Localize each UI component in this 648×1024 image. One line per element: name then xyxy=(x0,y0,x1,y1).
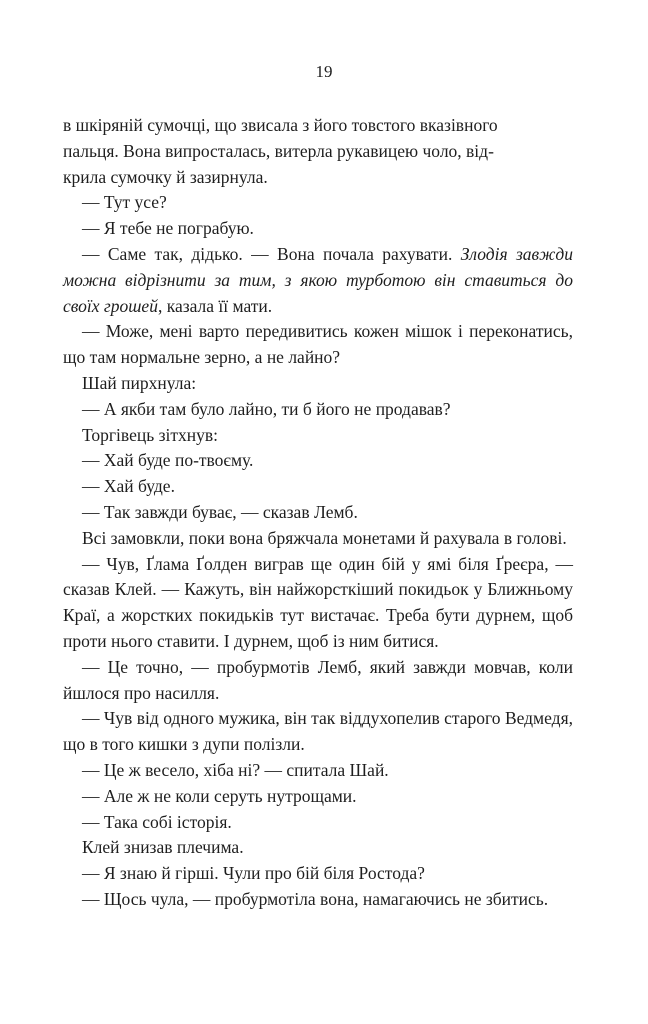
paragraph-12: Всі замовкли, поки вона бряжчала монетами й рахувала в голові. xyxy=(82,527,567,548)
paragraph-9: — Хай буде по-твоєму. xyxy=(82,450,254,471)
paragraph-4 xyxy=(63,242,573,319)
paragraph-8: Торгівець зітхнув: xyxy=(82,424,218,445)
paragraph-3: — Я тебе не пограбую. xyxy=(82,218,254,239)
paragraph-7: — А якби там було лайно, ти б його не продавав? xyxy=(82,398,451,419)
paragraph-4-italic: Злодія завжди можна відрізнити за тим, з якою турботою він ставиться до своїх грошей xyxy=(63,243,574,316)
paragraph-1 xyxy=(63,113,573,190)
paragraph-4-end: , казала її мати. xyxy=(157,295,273,316)
paragraph-10: — Хай буде. xyxy=(82,476,175,497)
paragraph-13: — Чув, Ґлама Ґолден виграв ще один бій у ямі біля Ґреєра, — сказав Клей. — Кажуть, він найжорсткіший покидьок у Ближньому Краї, а жорстких покидьків тут вистачає. Треба бути дурнем, щоб проти нього ставити. І дурнем, щоб із ним битися. xyxy=(63,553,573,651)
paragraph-1-line-3: крила сумочку й зазирнула. xyxy=(63,166,268,187)
paragraph-1-line-1: в шкіряній сумочці, що звисала з його товстого вказівного xyxy=(63,115,498,135)
paragraph-16: — Це ж весело, хіба ні? — спитала Шай. xyxy=(82,759,389,780)
paragraph-18: — Така собі історія. xyxy=(82,811,232,832)
paragraph-2: — Тут усе? xyxy=(82,192,167,213)
paragraph-6: Шай пирхнула: xyxy=(82,372,197,393)
paragraph-19: Клей знизав плечима. xyxy=(82,837,244,858)
body-text xyxy=(63,113,573,913)
paragraph-11: — Так завжди буває, — сказав Лемб. xyxy=(82,501,358,522)
paragraph-4-start: — Саме так, дідько. — Вона почала рахувати. xyxy=(82,243,461,264)
paragraph-15: — Чув від одного мужика, він так віддухопелив старого Ведмедя, що в того кишки з дупи полізли. xyxy=(63,708,573,755)
paragraph-5: — Може, мені варто передивитись кожен мішок і переконатись, що там нормальне зерно, а не лайно? xyxy=(63,321,573,368)
page-number: 19 xyxy=(315,62,333,81)
paragraph-21: — Щось чула, — пробурмотіла вона, намагаючись не збитись. xyxy=(82,888,549,909)
paragraph-17: — Але ж не коли серуть нутрощами. xyxy=(82,785,357,806)
paragraph-14: — Це точно, — пробурмотів Лемб, який завжди мовчав, коли йшлося про насилля. xyxy=(63,656,573,703)
paragraph-20: — Я знаю й гірші. Чули про бій біля Ростода? xyxy=(82,863,425,884)
paragraph-1-line-2: пальця. Вона випросталась, витерла рукавицею чоло, від- xyxy=(63,140,494,161)
